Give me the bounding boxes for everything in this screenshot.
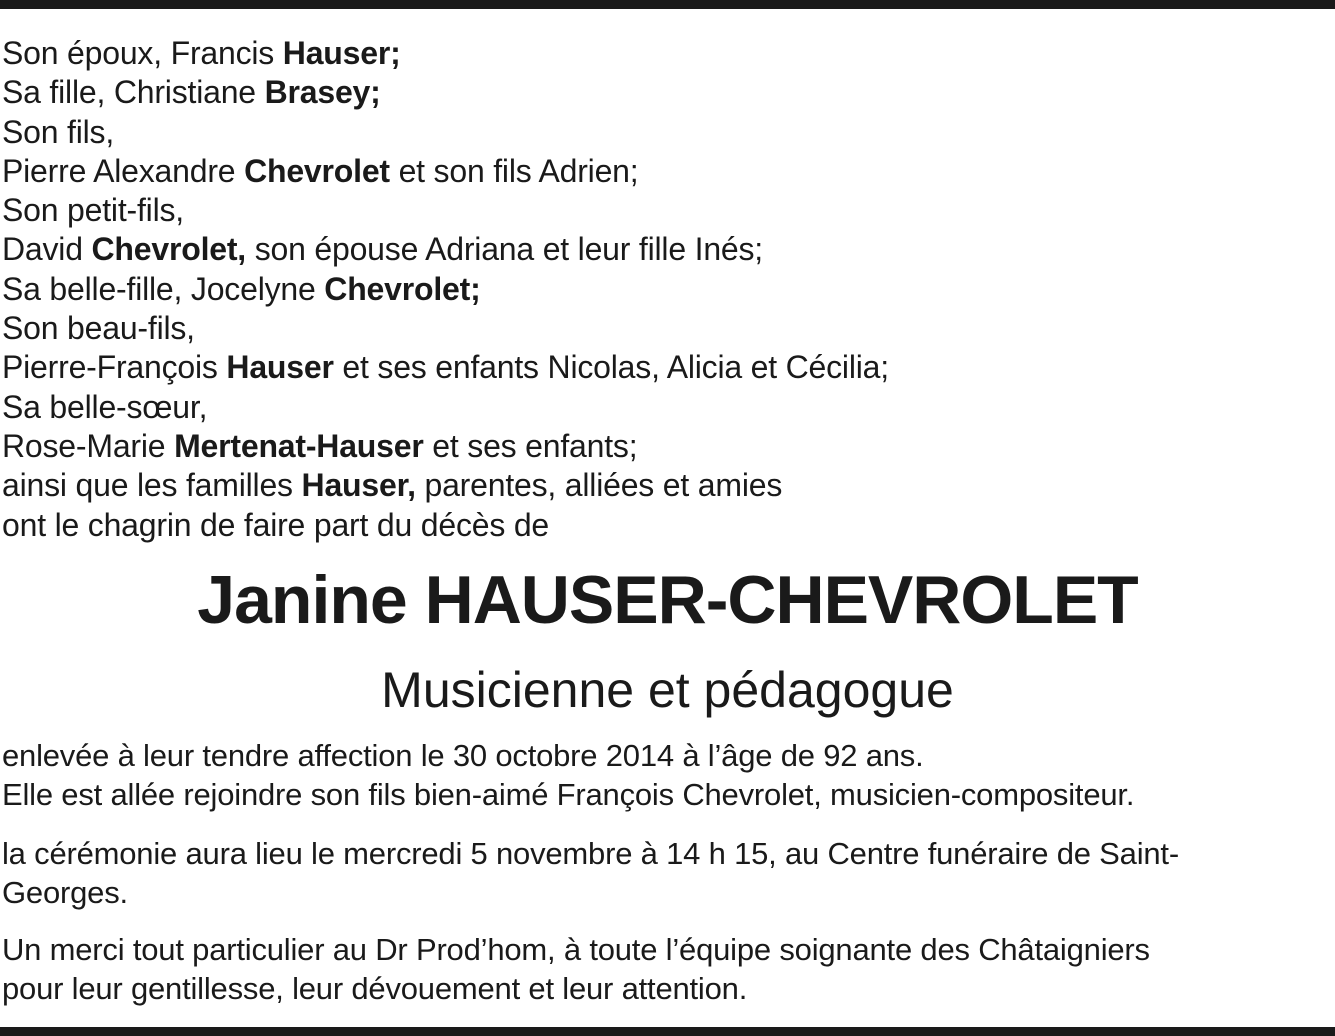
family-line-text: David — [2, 231, 92, 268]
family-surname: Hauser; — [282, 35, 401, 71]
family-line-text: Pierre Alexandre — [2, 152, 245, 189]
announcement-paragraph — [2, 736, 1332, 814]
family-line-text: Son époux, Francis — [2, 35, 283, 71]
paragraph-line: enlevée à leur tendre affection le 30 octobre 2014 à l’âge de 92 ans. — [2, 738, 924, 773]
family-line-text: son épouse Adriana et leur fille Inés; — [246, 231, 763, 268]
family-line-text: Sa belle-fille, Jocelyne — [2, 270, 325, 307]
family-line — [2, 191, 1322, 230]
family-line — [2, 466, 1322, 505]
deceased-role: Musicienne et pédagogue — [381, 662, 954, 718]
family-surname: Hauser — [226, 349, 334, 386]
family-line — [2, 309, 1322, 348]
family-line — [2, 230, 1322, 269]
family-line-text: Sa belle-sœur, — [2, 388, 208, 425]
family-line-text: et ses enfants Nicolas, Alicia et Cécilia; — [333, 349, 889, 386]
family-surname: Hauser, — [301, 467, 416, 504]
family-line — [2, 152, 1322, 191]
paragraph-line: Un merci tout particulier au Dr Prod’hom, à toute l’équipe soignante des Châtaigniers — [2, 932, 1150, 967]
family-line — [2, 506, 1322, 545]
family-line-text: ont le chagrin de faire part du décès de — [2, 506, 550, 543]
paragraph-line: Elle est allée rejoindre son fils bien-aimé François Chevrolet, musicien-compositeur. — [2, 777, 1135, 812]
family-line-text: Sa fille, Christiane — [2, 74, 265, 111]
family-line-text: Son beau-fils, — [2, 310, 195, 347]
family-surname: Chevrolet — [244, 152, 390, 189]
family-line-text: Rose-Marie — [2, 427, 175, 464]
paragraph-line: pour leur gentillesse, leur dévouement et leur attention. — [2, 971, 748, 1006]
family-surname: Mertenat-Hauser — [174, 427, 424, 464]
bottom-border-rule — [0, 1027, 1335, 1036]
family-surname: Chevrolet, — [91, 231, 247, 268]
family-list — [2, 34, 1322, 545]
family-line — [2, 34, 1322, 73]
paragraph-line: la cérémonie aura lieu le mercredi 5 novembre à 14 h 15, au Centre funéraire de Saint- — [2, 836, 1179, 871]
ceremony-paragraph — [2, 834, 1332, 912]
family-line — [2, 73, 1322, 112]
family-line — [2, 348, 1322, 387]
family-line — [2, 270, 1322, 309]
family-line-text: et son fils Adrien; — [389, 152, 639, 189]
top-border-rule — [0, 0, 1335, 9]
family-line-text: et ses enfants; — [423, 427, 638, 464]
family-line — [2, 113, 1322, 152]
family-surname: Brasey; — [264, 74, 381, 111]
family-line-text: Son fils, — [2, 113, 115, 150]
family-line-text: Pierre-François — [2, 349, 227, 386]
family-line-text: Son petit-fils, — [2, 192, 184, 229]
family-surname: Chevrolet; — [324, 270, 481, 307]
thanks-paragraph — [2, 930, 1332, 1008]
deceased-name: Janine HAUSER-CHEVROLET — [197, 562, 1138, 638]
family-line — [2, 388, 1322, 427]
family-line-text: ainsi que les familles — [2, 467, 302, 504]
paragraph-line: Georges. — [2, 875, 128, 910]
family-line — [2, 427, 1322, 466]
family-line-text: parentes, alliées et amies — [415, 467, 783, 504]
